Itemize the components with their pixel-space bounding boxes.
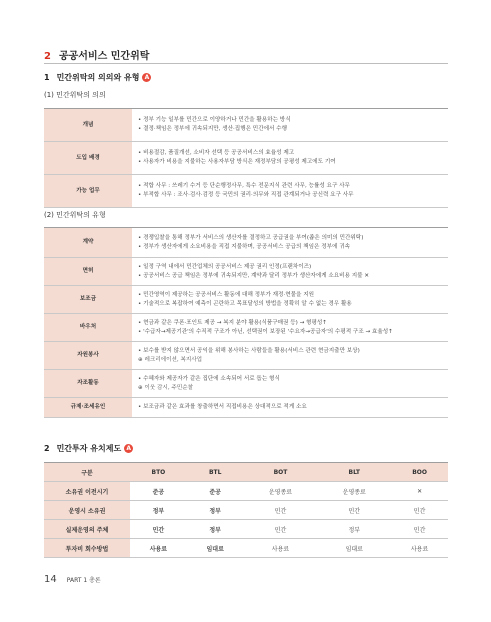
table-header-row <box>44 463 448 482</box>
table-cell: 사용료 <box>244 539 318 558</box>
private-investment-table <box>44 462 448 558</box>
table-row <box>44 314 448 342</box>
table-cell: 민간 <box>130 520 187 539</box>
table-row <box>44 286 448 314</box>
row-header: 실제운영의 주체 <box>44 520 130 539</box>
row-key: 면허 <box>44 258 132 286</box>
section-number: 2 <box>44 51 51 62</box>
table-cell: 사용료 <box>391 539 448 558</box>
column-header: BOT <box>244 463 318 482</box>
row-value <box>132 314 448 342</box>
table-cell: 임대료 <box>187 539 244 558</box>
table-row <box>44 175 448 208</box>
row-header: 운영시 소유권 <box>44 501 130 520</box>
row-value <box>132 175 448 208</box>
row-value <box>132 370 448 398</box>
table-row <box>44 258 448 286</box>
row-value <box>132 342 448 370</box>
table-row <box>44 482 448 501</box>
table-cell: 정부 <box>187 501 244 520</box>
table-cell: 민간 <box>244 520 318 539</box>
row-key: 자원봉사 <box>44 342 132 370</box>
row-value <box>132 286 448 314</box>
sub-heading-meaning: (1) 민간위탁의 의의 <box>44 91 106 99</box>
column-header: BLT <box>317 463 391 482</box>
row-line: • 공공서비스 공급 책임은 정부에 귀속되지만, 계약과 달리 정부가 생산자에게 소요비용 지불 ✕ <box>138 272 370 279</box>
row-line: • 민간영역이 제공하는 공공서비스 활동에 대해 정부가 재정·현물을 지원 <box>138 291 315 298</box>
table-cell: 민간 <box>244 501 318 520</box>
row-line: • 보조금과 같은 효과를 창출하면서 직접비용은 상대적으로 적게 소요 <box>138 404 307 411</box>
section-heading <box>44 47 149 62</box>
row-line: • 경쟁입찰을 통해 정부가 서비스의 생산자를 결정하고 공급권을 부여(좁은 의미의 민간위탁) <box>138 234 364 241</box>
row-header: 소유권 이전시기 <box>44 482 130 501</box>
row-key: 자조활동 <box>44 370 132 398</box>
table-row <box>44 501 448 520</box>
importance-badge: A <box>142 73 151 82</box>
row-key: 계약 <box>44 228 132 258</box>
row-line: ⊕ 레크리에이션, 복지사업 <box>138 356 203 363</box>
row-line: • 적합 사무 : 쓰레기 수거 등 단순행정사무, 특수 전문지식 관련 사무, 능률성 요구 사무 <box>138 183 350 190</box>
column-header: 구분 <box>44 463 130 482</box>
table-row <box>44 109 448 142</box>
row-line: • '수급자→제공기관'의 수직적 구조가 아닌, 선택권이 보장된 '수요자→공급자'의 수평적 구조 → 효율성↑ <box>138 328 393 335</box>
subsection-title: 민간투자 유치제도 <box>56 444 122 453</box>
table-row <box>44 520 448 539</box>
row-value <box>132 142 448 175</box>
row-key: 개념 <box>44 109 132 142</box>
row-key: 가능 업무 <box>44 175 132 208</box>
table-cell: 정부 <box>187 520 244 539</box>
importance-badge: A <box>124 444 133 453</box>
table-cell: 정부 <box>130 501 187 520</box>
row-line: • 보수를 받지 않으면서 공익을 위해 봉사하는 사람들을 활용(서비스 관련 현금지출만 보상) <box>138 347 360 354</box>
table-cell: ✕ <box>391 482 448 501</box>
row-line: • 수혜자와 제공자가 같은 집단에 소속되어 서로 돕는 형식 <box>138 375 280 382</box>
table-cell: 정부 <box>317 520 391 539</box>
row-line: • 일정 구역 내에서 민간업체의 공공서비스 제공 권리 인정(프랜차이즈) <box>138 263 312 270</box>
table-row <box>44 539 448 558</box>
table-cell: 준공 <box>130 482 187 501</box>
part-label: PART 1 총론 <box>66 577 101 584</box>
types-table <box>44 227 448 418</box>
row-line: • 정부 기능 일부를 민간으로 이양하거나 민간을 활용하는 방식 <box>138 117 291 124</box>
page-number: 14 <box>44 574 57 585</box>
subsection-title: 민간위탁의 의의와 유형 <box>56 73 140 82</box>
section-title: 공공서비스 민간위탁 <box>58 51 150 62</box>
row-value <box>132 109 448 142</box>
table-row <box>44 228 448 258</box>
row-line: • 정부가 생산자에게 소요비용을 직접 지불하며, 공공서비스 공급의 책임은 정부에 귀속 <box>138 243 350 250</box>
table-row <box>44 342 448 370</box>
meaning-table <box>44 108 448 208</box>
row-key: 도입 배경 <box>44 142 132 175</box>
table-cell: 민간 <box>391 501 448 520</box>
table-cell: 준공 <box>187 482 244 501</box>
column-header: BTO <box>130 463 187 482</box>
sub-heading-types: (2) 민간위탁의 유형 <box>44 211 106 219</box>
page-footer <box>44 574 101 585</box>
row-line: • 현금과 같은 쿠폰·포인트 제공 → 복지 분야 활용(식품구매권 등) → 형평성↑ <box>138 319 327 326</box>
table-row <box>44 142 448 175</box>
subsection-heading-1 <box>44 72 151 83</box>
row-line: ⊕ 이웃 감시, 주민순찰 <box>138 384 194 391</box>
row-line: • 사용자가 비용을 지불하는 사용자부담 방식은 재정부담의 공평성 제고에도 기여 <box>138 159 336 165</box>
row-line: • 기술적으로 복잡하여 예측이 곤란하고 목표달성의 방법을 정확히 알 수 없는 경우 활용 <box>138 300 352 307</box>
row-line: • 비용절감, 품질개선, 소비자 선택 등 공공서비스의 효율성 제고 <box>138 150 295 157</box>
table-row <box>44 398 448 418</box>
table-row <box>44 370 448 398</box>
table-cell: 운영종료 <box>317 482 391 501</box>
row-key: 규제·조세유인 <box>44 398 132 418</box>
subsection-number: 2 <box>44 444 50 453</box>
column-header: BOO <box>391 463 448 482</box>
column-header: BTL <box>187 463 244 482</box>
row-key: 바우처 <box>44 314 132 342</box>
table-cell: 민간 <box>317 501 391 520</box>
row-key: 보조금 <box>44 286 132 314</box>
row-value <box>132 398 448 418</box>
row-value <box>132 258 448 286</box>
table-cell: 민간 <box>391 520 448 539</box>
row-header: 투자비 회수방법 <box>44 539 130 558</box>
table-cell: 사용료 <box>130 539 187 558</box>
row-line: • 결정·책임은 정부에 귀속되지만, 생산·집행은 민간에서 수행 <box>138 126 287 132</box>
subsection-heading-2 <box>44 443 133 454</box>
section-divider <box>44 63 448 64</box>
subsection-number: 1 <box>44 73 50 82</box>
row-value <box>132 228 448 258</box>
row-line: • 부적합 사무 : 조사·검사·검정 등 국민의 권리·의무와 직접 관계되거나 공신력 요구 사무 <box>138 192 354 198</box>
table-cell: 임대료 <box>317 539 391 558</box>
table-cell: 운영종료 <box>244 482 318 501</box>
